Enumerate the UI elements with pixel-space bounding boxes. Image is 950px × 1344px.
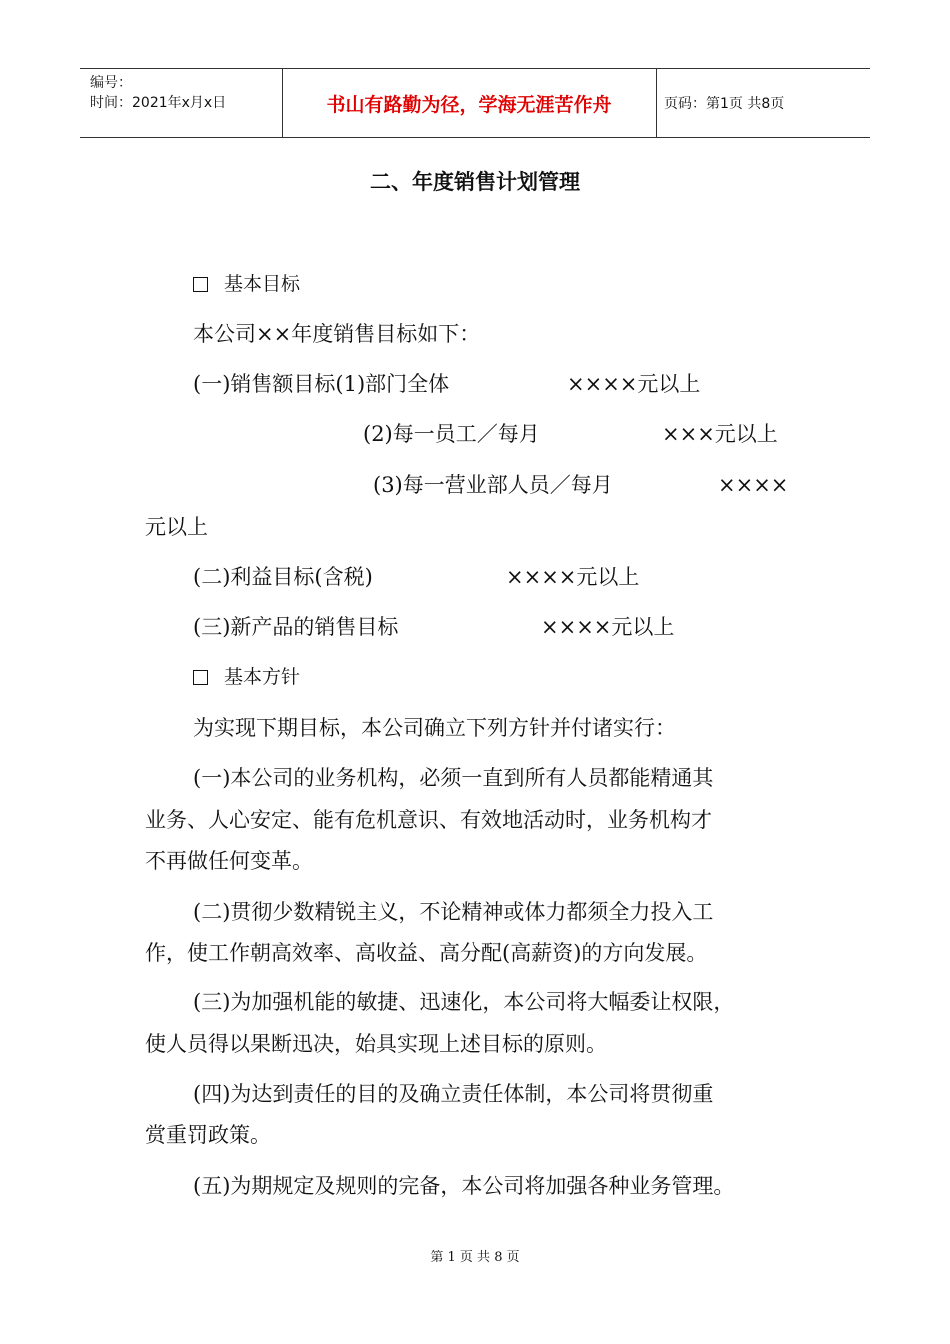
header-page-label: 页码：第1页 共8页 (664, 96, 785, 112)
paragraph-line: 赏重罚政策。 (145, 1123, 271, 1147)
header-motto: 书山有路勤为径，学海无涯苦作舟 (326, 93, 612, 116)
paragraph-line: (二)利益目标(含税) (193, 565, 373, 589)
target-value: ×××× (718, 473, 789, 497)
section-heading-text: 基本目标 (224, 273, 301, 295)
paragraph-line: 本公司××年度销售目标如下： (193, 322, 481, 346)
paragraph-line: (三)为加强机能的敏捷、迅速化，本公司将大幅委让权限， (193, 990, 735, 1014)
section-heading-text: 基本方针 (224, 666, 301, 688)
paragraph-line: (三)新产品的销售目标 (193, 615, 399, 639)
page-footer: 第 1 页 共 8 页 (430, 1250, 520, 1265)
paragraph-line: (2)每一员工／每月 (363, 422, 540, 446)
number-label: 编号： (90, 75, 132, 91)
checkbox-icon (193, 670, 208, 685)
paragraph-line: (3)每一营业部人员／每月 (373, 473, 613, 497)
header-divider (656, 69, 657, 137)
target-value: ××××元以上 (541, 615, 675, 639)
target-value: ××××元以上 (567, 372, 701, 396)
page-header (80, 68, 870, 138)
paragraph-line: (一)销售额目标(1)部门全体 (193, 372, 450, 396)
time-label: 时间：2021年x月x日 (90, 95, 227, 111)
paragraph-line: 元以上 (145, 515, 208, 539)
paragraph-line: (四)为达到责任的目的及确立责任体制，本公司将贯彻重 (193, 1082, 714, 1106)
target-value: ××××元以上 (506, 565, 640, 589)
header-meta (90, 73, 226, 113)
paragraph-line: 不再做任何变革。 (145, 849, 313, 873)
section-heading (193, 272, 300, 296)
paragraph-line: 为实现下期目标，本公司确立下列方针并付诸实行： (193, 716, 676, 740)
section-heading (193, 665, 300, 689)
paragraph-line: 使人员得以果断迅决，始具实现上述目标的原则。 (145, 1032, 607, 1056)
target-value: ×××元以上 (662, 422, 778, 446)
paragraph-line: 作，使工作朝高效率、高收益、高分配(高薪资)的方向发展。 (145, 941, 708, 965)
paragraph-line: (五)为期规定及规则的完备，本公司将加强各种业务管理。 (193, 1174, 735, 1198)
checkbox-icon (193, 277, 208, 292)
paragraph-line: 业务、人心安定、能有危机意识、有效地活动时，业务机构才 (145, 808, 712, 832)
document-title: 二、年度销售计划管理 (370, 170, 580, 194)
paragraph-line: (二)贯彻少数精锐主义，不论精神或体力都须全力投入工 (193, 900, 714, 924)
paragraph-line: (一)本公司的业务机构，必须一直到所有人员都能精通其 (193, 766, 714, 790)
